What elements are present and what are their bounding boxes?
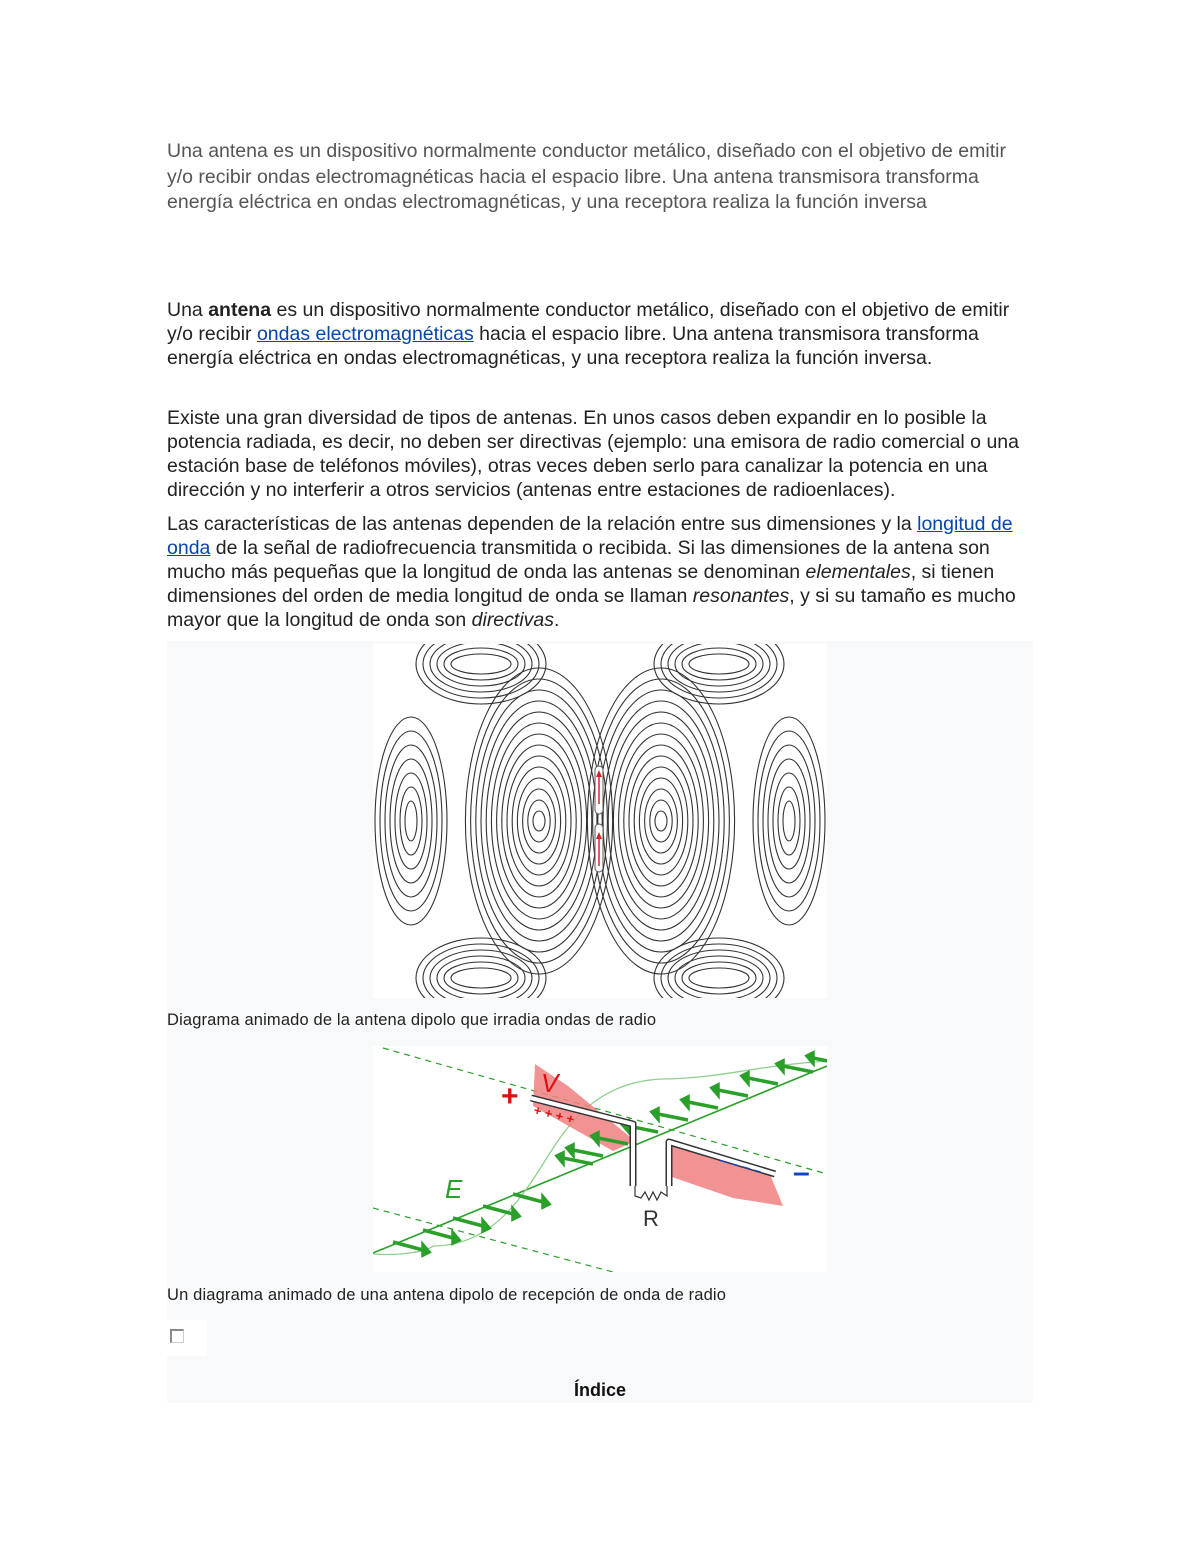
field-line (444, 648, 518, 680)
field-arrow (813, 1058, 827, 1064)
field-arrow (658, 1114, 688, 1120)
label-plus: + (501, 1080, 519, 1113)
text-run: hacia el espacio libre. Una antena transmisora transforma energía eléctrica en ondas electromagnéticas, y una receptora realiza la función inversa. (167, 323, 979, 369)
field-line (517, 778, 560, 864)
field-arrow-head (807, 1053, 813, 1063)
paragraph-characteristics (167, 512, 1033, 632)
dipole-receiver-diagram (373, 1046, 827, 1272)
field-line (689, 968, 749, 988)
charge-minus-label: – – – – (718, 1151, 764, 1179)
receiver-image (373, 1046, 827, 1272)
field-arrow (483, 1206, 513, 1214)
text-run: , si tienen dimensiones del orden de media longitud de onda se llaman (167, 561, 995, 607)
field-line (451, 968, 511, 988)
field-line (512, 767, 566, 875)
field-arrow (783, 1066, 813, 1072)
field-line (385, 745, 437, 897)
field-line (405, 801, 417, 841)
field-arrow (423, 1230, 453, 1238)
field-line (758, 731, 820, 911)
field-line (753, 717, 825, 925)
italic-resonantes: resonantes (692, 585, 790, 607)
field-arrow (748, 1078, 778, 1084)
field-line (603, 701, 719, 941)
field-line (763, 745, 815, 897)
field-arrow-head (543, 1197, 549, 1207)
field-line (689, 654, 749, 674)
field-line (682, 962, 756, 994)
field-line (639, 778, 682, 864)
figure2-caption: Un diagrama animado de una antena dipolo de recepción de onda de radio (167, 1286, 727, 1304)
field-arrow-head (513, 1209, 519, 1219)
text-run: Las características de las antenas dependen de la relación entre sus dimensiones y la (167, 513, 918, 535)
field-arrow (688, 1102, 718, 1108)
field-line (451, 654, 511, 674)
field-line (423, 944, 539, 998)
field-arrow (573, 1150, 603, 1156)
toc-title: Índice (573, 1380, 626, 1400)
field-arrow-head (423, 1245, 429, 1255)
italic-elementales: elementales (805, 561, 911, 583)
field-arrow-head (592, 1133, 598, 1143)
field-line (502, 745, 576, 897)
label-minus: – (793, 1156, 810, 1189)
field-arrow (718, 1090, 748, 1096)
field-arrow (393, 1242, 423, 1250)
field-line (619, 734, 704, 908)
field-arrow-head (453, 1233, 459, 1243)
paragraph-types: Existe una gran diversidad de tipos de antenas. En unos casos deben expandir en lo posible la potencia radiada, es decir, no deben ser directivas (ejemplo: una emisora de radio comercial o una estación base de teléfonos móviles), otras veces deben serlo para canalizar la potencia en una dirección y no interferir a otros servicios (antenas entre estaciones de radioenlaces). (167, 407, 1019, 501)
field-line (400, 787, 422, 855)
e-field-arrows (393, 1053, 827, 1255)
field-line (661, 944, 777, 998)
field-line (533, 811, 545, 831)
italic-directivas: directivas (471, 609, 555, 631)
text-run: , y si su tamaño es mucho mayor que la longitud de onda son (167, 585, 1016, 631)
field-line (528, 800, 550, 842)
field-line (768, 759, 810, 883)
checkbox-icon[interactable] (170, 1329, 184, 1343)
field-line (650, 800, 672, 842)
bold-term-antena: antena (208, 299, 272, 321)
field-line (634, 767, 688, 875)
field-line (390, 759, 432, 883)
charge-plus-label: + + + + (532, 1102, 576, 1127)
field-line (661, 644, 777, 698)
field-line (598, 690, 724, 952)
field-line (497, 734, 582, 908)
field-guide-line (373, 1208, 613, 1272)
figure1-caption: Diagrama animado de la antena dipolo que irradia ondas de radio (167, 1011, 657, 1029)
link-longitud-de-onda[interactable]: longitud de onda (167, 513, 1013, 559)
infobox-panel (167, 641, 1033, 1403)
field-line (375, 717, 447, 925)
field-arrow-head (712, 1085, 718, 1095)
link-ondas-electromagneticas[interactable]: ondas electromagnéticas (256, 323, 474, 345)
field-line (587, 668, 734, 974)
text-run: Una (167, 299, 209, 321)
field-arrow-head (483, 1221, 489, 1231)
field-line (380, 731, 442, 911)
field-arrow-head (742, 1073, 748, 1083)
field-line (655, 811, 667, 831)
toc-toggle[interactable] (167, 1320, 207, 1356)
field-arrow (453, 1218, 483, 1226)
dipole-radiation-diagram (373, 644, 827, 998)
text-run: de la señal de radiofrecuencia transmitida o recibida. Si las dimensiones de la antena son mucho más pequeñas que la longitud de onda las antenas se denominan (167, 537, 990, 583)
field-line (629, 756, 693, 886)
field-arrow (563, 1158, 593, 1164)
field-line (783, 801, 795, 841)
field-line (481, 701, 597, 941)
label-e-field: E (445, 1174, 463, 1204)
field-lines-image (373, 644, 827, 998)
field-line (624, 745, 698, 897)
wave-axis (373, 1066, 827, 1253)
intro-paragraph: Una antena es un dispositivo normalmente conductor metálico, diseñado con el objetivo de emitir y/o recibir ondas electromagnéticas hacia el espacio libre. Una antena transmisora transforma energía eléctrica en ondas electromagnéticas, y una receptora realiza la función inversa (167, 140, 1006, 213)
field-arrow-head (682, 1097, 688, 1107)
field-line (507, 756, 571, 886)
field-line (682, 648, 756, 680)
field-arrow-head (652, 1109, 658, 1119)
label-voltage: V (541, 1068, 559, 1098)
field-line (476, 690, 602, 952)
field-line (423, 644, 539, 698)
field-arrow-head (567, 1145, 573, 1155)
field-guide-line (383, 1048, 827, 1174)
text-run: es un dispositivo normalmente conductor metálico, diseñado con el objetivo de emitir y/o recibir (167, 299, 1010, 345)
field-arrow-head (557, 1153, 563, 1163)
label-resistor: R (643, 1206, 659, 1231)
field-arrow-head (777, 1061, 783, 1071)
field-line (778, 787, 800, 855)
paragraph-definition (167, 298, 1033, 370)
text-run: . (554, 609, 560, 631)
field-line (465, 668, 612, 974)
resistor-icon (635, 1186, 667, 1200)
field-line (444, 962, 518, 994)
field-line (491, 723, 586, 919)
field-line (613, 723, 708, 919)
